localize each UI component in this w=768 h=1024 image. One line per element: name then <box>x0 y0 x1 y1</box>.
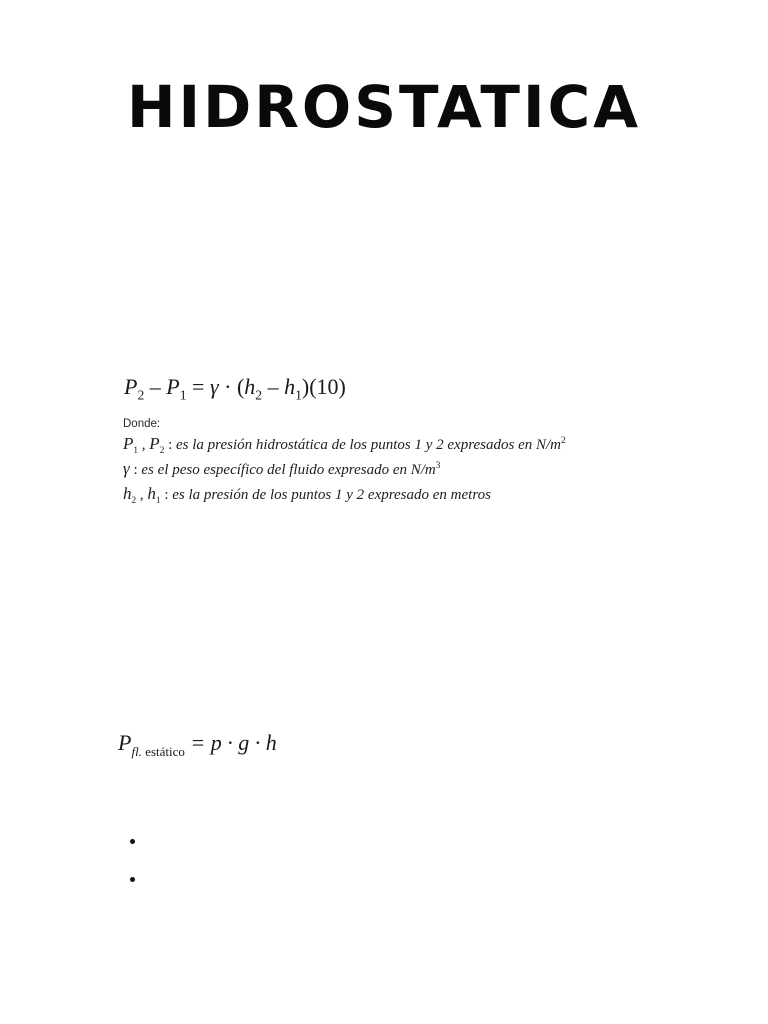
eq2-p: P <box>118 730 132 755</box>
eq1-equals: = <box>186 374 210 399</box>
eq1-p2-sub: 2 <box>137 387 145 403</box>
def1-p1: P <box>123 434 134 453</box>
eq2-sub-estatico: estático <box>141 744 185 759</box>
definition-gamma <box>123 459 440 479</box>
donde-label: Donde: <box>123 418 161 430</box>
eq2-rhs: = p · g · h <box>184 730 277 755</box>
eq1-h2-sub: 2 <box>255 387 263 403</box>
def2-unit: N/m <box>410 462 436 478</box>
def1-p2-sub: 2 <box>159 446 165 456</box>
def1-colon: : <box>164 437 177 453</box>
def3-colon: : <box>160 487 173 503</box>
eq1-h1-sub: 1 <box>295 387 302 403</box>
def3-h1: h <box>147 484 156 503</box>
eq1-h2: h <box>244 374 256 399</box>
eq1-p1-sub: 1 <box>179 387 187 403</box>
def3-h2-sub: 2 <box>131 496 137 506</box>
def3-sep: , <box>136 487 148 503</box>
def3-text: es la presión de los puntos 1 y 2 expresado en metros <box>172 487 491 503</box>
def1-text: es la presión hidrostática de los puntos 1 y 2 expresados en <box>176 437 536 453</box>
eq1-minus: – <box>144 374 167 399</box>
eq2-subscript <box>131 744 184 759</box>
def2-text: es el peso específico del fluido expresado en <box>141 462 411 478</box>
bullet-dot-icon <box>130 877 135 882</box>
eq1-h1: h <box>284 374 296 399</box>
def1-p1-sub: 1 <box>133 446 139 456</box>
eq1-dot: · ( <box>218 374 245 399</box>
eq1-gamma: γ <box>209 374 219 399</box>
eq1-p2: P <box>124 374 138 399</box>
eq2-sub-fl: fl. <box>131 744 142 759</box>
def2-colon: : <box>129 462 142 478</box>
eq1-minus2: – <box>262 374 285 399</box>
eq1-tail: )(10) <box>301 374 346 399</box>
def3-h2: h <box>123 484 132 503</box>
eq1-p1: P <box>166 374 180 399</box>
def1-unit: N/m <box>535 437 561 453</box>
def1-p2: P <box>149 434 160 453</box>
definition-h2-h1 <box>123 484 491 506</box>
definition-p1-p2 <box>123 434 566 456</box>
page-title: HIDROSTATICA <box>126 73 642 141</box>
def3-h1-sub: 1 <box>155 496 161 506</box>
def1-unit-sup: 2 <box>561 436 566 446</box>
def2-unit-sup: 3 <box>435 461 441 471</box>
hydrostatic-pressure-equation <box>124 374 346 403</box>
def1-sep: , <box>138 437 150 453</box>
static-fluid-pressure-equation <box>118 730 277 759</box>
bullet-dot-icon <box>130 839 135 844</box>
def2-gamma: γ <box>123 459 130 478</box>
